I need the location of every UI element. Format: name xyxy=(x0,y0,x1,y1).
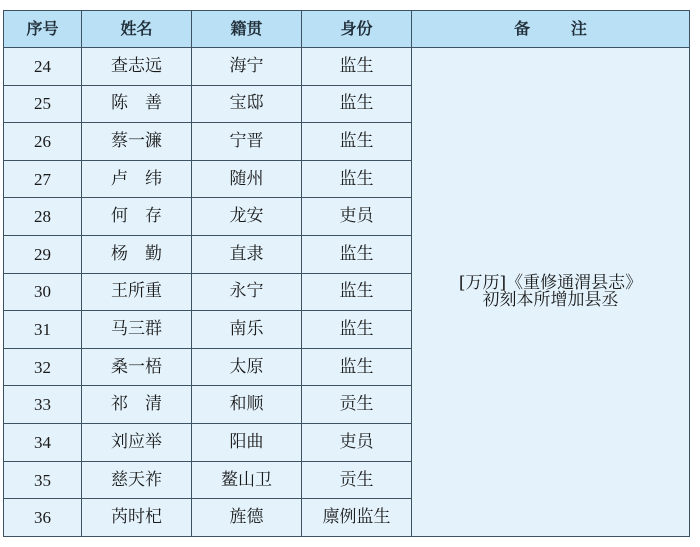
row-name: 陈 善 xyxy=(82,85,192,123)
header-status: 身份 xyxy=(302,11,412,48)
row-status: 监生 xyxy=(302,236,412,274)
row-origin: 宝邸 xyxy=(192,85,302,123)
row-name: 刘应举 xyxy=(82,424,192,462)
table-body xyxy=(4,48,690,537)
row-name: 卢 纬 xyxy=(82,160,192,198)
row-name: 查志远 xyxy=(82,48,192,86)
row-origin: 鳌山卫 xyxy=(192,461,302,499)
row-index: 30 xyxy=(4,273,82,311)
row-index: 26 xyxy=(4,123,82,161)
row-status: 监生 xyxy=(302,311,412,349)
row-origin: 随州 xyxy=(192,160,302,198)
row-origin: 宁晋 xyxy=(192,123,302,161)
roster-table xyxy=(3,10,690,537)
row-origin: 龙安 xyxy=(192,198,302,236)
row-name: 何 存 xyxy=(82,198,192,236)
row-origin: 直隶 xyxy=(192,236,302,274)
row-origin: 海宁 xyxy=(192,48,302,86)
row-name: 蔡一濂 xyxy=(82,123,192,161)
row-index: 36 xyxy=(4,499,82,537)
row-origin: 太原 xyxy=(192,348,302,386)
row-status: 监生 xyxy=(302,85,412,123)
row-name: 马三群 xyxy=(82,311,192,349)
row-index: 28 xyxy=(4,198,82,236)
row-index: 24 xyxy=(4,48,82,86)
row-name: 桑一梧 xyxy=(82,348,192,386)
row-index: 33 xyxy=(4,386,82,424)
header-origin: 籍贯 xyxy=(192,11,302,48)
row-index: 34 xyxy=(4,424,82,462)
row-status: 吏员 xyxy=(302,424,412,462)
row-index: 27 xyxy=(4,160,82,198)
header-remark xyxy=(412,11,690,48)
row-status: 贡生 xyxy=(302,461,412,499)
row-status: 监生 xyxy=(302,273,412,311)
row-status: 监生 xyxy=(302,123,412,161)
row-origin: 旌德 xyxy=(192,499,302,537)
header-row xyxy=(4,11,690,48)
row-index: 29 xyxy=(4,236,82,274)
row-status: 监生 xyxy=(302,348,412,386)
remark-cell xyxy=(412,48,690,537)
row-index: 25 xyxy=(4,85,82,123)
table-header xyxy=(4,11,690,48)
row-status: 廪例监生 xyxy=(302,499,412,537)
row-name: 王所重 xyxy=(82,273,192,311)
remark-line-1: [万历]《重修通渭县志》 xyxy=(458,273,643,293)
row-index: 32 xyxy=(4,348,82,386)
row-status: 监生 xyxy=(302,160,412,198)
row-index: 35 xyxy=(4,461,82,499)
table-row xyxy=(4,48,690,86)
row-index: 31 xyxy=(4,311,82,349)
row-origin: 和顺 xyxy=(192,386,302,424)
row-name: 杨 勤 xyxy=(82,236,192,274)
row-name: 芮时杞 xyxy=(82,499,192,537)
row-name: 祁 清 xyxy=(82,386,192,424)
remark-line-2: 初刻本所增加县丞 xyxy=(482,290,619,310)
header-name: 姓名 xyxy=(82,11,192,48)
row-status: 吏员 xyxy=(302,198,412,236)
row-status: 贡生 xyxy=(302,386,412,424)
row-origin: 南乐 xyxy=(192,311,302,349)
header-index: 序号 xyxy=(4,11,82,48)
row-name: 慈天祚 xyxy=(82,461,192,499)
row-status: 监生 xyxy=(302,48,412,86)
header-remark-label: 备 注 xyxy=(514,19,605,38)
row-origin: 阳曲 xyxy=(192,424,302,462)
row-origin: 永宁 xyxy=(192,273,302,311)
